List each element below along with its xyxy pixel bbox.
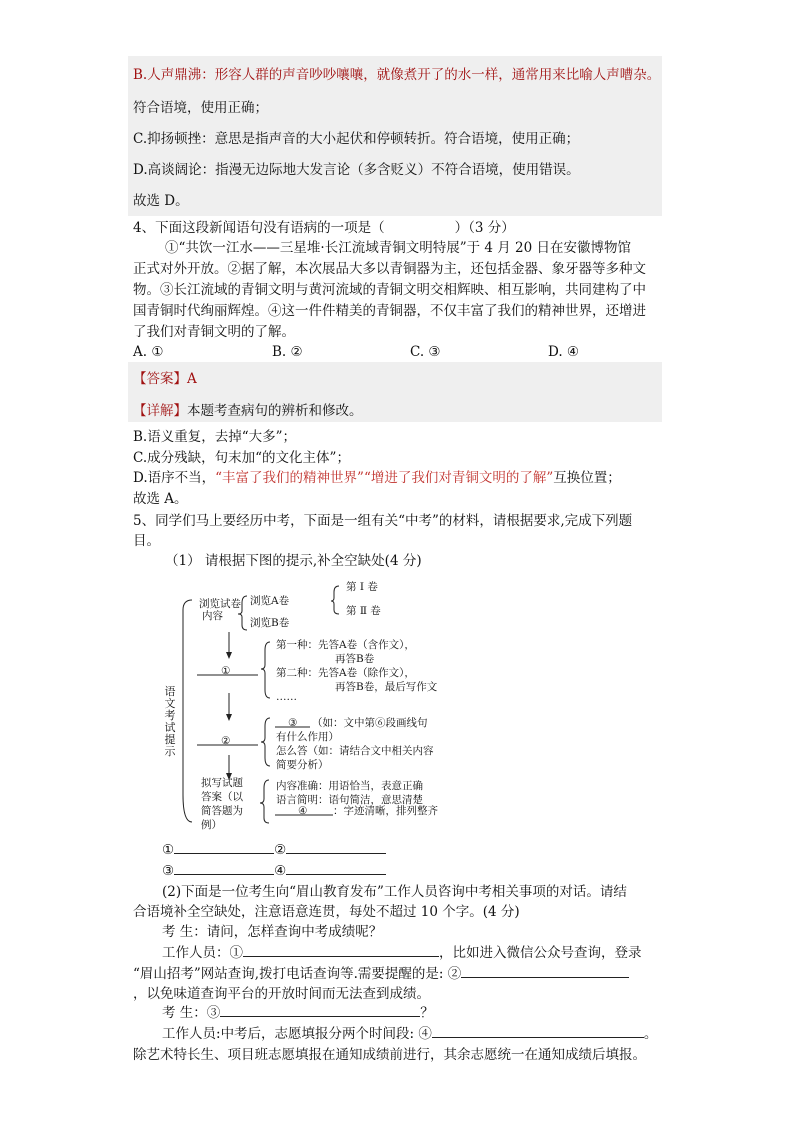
fill-2-label: ② — [274, 842, 287, 858]
node-draft-3: 简答题为 — [201, 805, 243, 817]
fill-1-label: ① — [162, 842, 175, 858]
answer-line-b2: 符合语境，使用正确； — [133, 100, 268, 116]
answer-line-b-text: B.人声鼎沸：形容人群的声音吵吵嚷嚷，就像煮开了的水一样，通常用来比喻人声嘈杂。 — [133, 67, 661, 83]
q5-sub1: （1） 请根据下图的提示,补全空缺处(4 分) — [165, 553, 422, 569]
answer-line-c: C.抑扬顿挫：意思是指声音的大小起伏和停顿转折。符合语境，使用正确； — [133, 131, 580, 147]
dialog-speaker: 考 生： — [162, 924, 207, 940]
way-1b: 再答B卷 — [335, 653, 375, 665]
q4-option-d[interactable]: D. ④ — [548, 344, 580, 360]
q4-option-a[interactable]: A. ① — [133, 344, 164, 360]
diagram-blank-4: ④ — [298, 805, 308, 817]
q4-stem-prefix: 4、下面这段新闻语句没有语病的一项是（ — [133, 220, 385, 236]
answer-conclusion: 故选 D。 — [133, 193, 189, 209]
dialog-line-2 — [162, 944, 642, 962]
q5-sub2-1: (2)下面是一位考生向“眉山教育发布”工作人员咨询中考相关事项的对话。请结 — [162, 884, 627, 900]
way-1a: 第一种：先答A卷（含作文）， — [276, 639, 415, 651]
dialog-speaker: 工作人员: — [162, 1026, 221, 1042]
q5-sub2-2: 合语境补全空缺处，注意语意连贯，每处不超过 10 个字。(4 分) — [133, 904, 520, 920]
diagram-blank-1: ① — [221, 665, 231, 677]
fill-3-blank[interactable] — [174, 862, 274, 875]
fill-2-blank[interactable] — [286, 841, 386, 854]
fill-4-blank[interactable] — [286, 862, 386, 875]
diagram-blank-2: ② — [221, 735, 231, 747]
node-draft-1: 拟写试题 — [201, 777, 243, 789]
dialog-blank-label: ③ — [206, 1005, 221, 1021]
fill-row-1 — [162, 841, 386, 859]
q4-passage-2: 正式对外开放。②据了解，本次展品大多以青铜器为主，还包括金器、象牙器等多种文 — [133, 261, 646, 277]
dialog-line-4: ，以免味道查询平台的开放时间而无法查到成绩。 — [133, 986, 430, 1002]
dialog-line-6 — [162, 1025, 657, 1043]
q4-detail-text: 本题考查病句的辨析和修改。 — [187, 403, 363, 419]
node-browse-a: 浏览A卷 — [250, 595, 290, 607]
dialog-text: 请问，怎样查询中考成绩呢？ — [206, 924, 383, 940]
node-juan-1: 第 Ⅰ 卷 — [346, 581, 378, 593]
node-browse-line2: 内容 — [202, 610, 223, 622]
q4-passage-3: 物。③长江流域的青铜文明与黄河流域的青铜文明交相辉映、相互影响，共同建构了中 — [133, 282, 646, 298]
q4-passage-1: ①“共饮一江水——三星堆·长江流域青铜文明特展”于 4 月 20 日在安徽博物馆 — [165, 240, 632, 256]
fill-1-blank[interactable] — [174, 841, 274, 854]
blank-3-hint-b: 有什么作用） — [276, 731, 339, 743]
dialog-speaker: 考 生： — [162, 1005, 207, 1021]
vtitle-char: 考 — [164, 709, 176, 722]
q4-explain-c: C.成分残缺，句末加“的文化主体”； — [133, 450, 350, 466]
req-3: ：字迹清晰，排列整齐 — [333, 805, 438, 817]
dialog-blank-label: ① — [229, 945, 243, 961]
dialog-line-1 — [162, 923, 382, 941]
fill-4-label: ④ — [274, 863, 287, 879]
q4-explain-b: B.语义重复，去掉“大多”； — [133, 429, 297, 445]
dialog-line-3 — [133, 965, 629, 983]
dialog-line-5 — [162, 1004, 434, 1022]
dialog-blank-4[interactable] — [432, 1025, 644, 1038]
way-2a: 第二种：先答A卷（除作文）， — [276, 667, 415, 679]
vtitle-char: 提 — [164, 733, 176, 746]
how-b: 简要分析） — [276, 759, 329, 771]
q5-stem-1: 5、同学们马上要经历中考，下面是一组有关“中考”的材料，请根据要求,完成下列题 — [133, 513, 633, 529]
q5-stem-2: 目。 — [133, 533, 160, 549]
dialog-text: 中考后，志愿填报分两个时间段: ④ — [220, 1026, 432, 1042]
q4-answer-value: A — [187, 371, 197, 387]
node-browse-line1: 浏览试卷 — [199, 598, 241, 610]
q4-explain-d-red: “丰富了我们的精神世界”“增进了我们对青铜文明的了解” — [215, 470, 554, 486]
dialog-speaker: 工作人员： — [162, 945, 230, 961]
q4-explain-d-prefix: D.语序不当， — [133, 470, 216, 486]
q4-answer-label: 【答案】 — [133, 371, 187, 387]
q4-detail-label: 【详解】 — [133, 403, 187, 419]
dialog-text: “眉山招考”网站查询,拨打电话查询等.需要提醒的是: ② — [133, 966, 462, 982]
dialog-blank-2[interactable] — [461, 965, 629, 978]
dialog-text: 。 — [643, 1026, 658, 1042]
q4-conclusion: 故选 A。 — [133, 491, 188, 507]
q4-option-c[interactable]: C. ③ — [410, 344, 441, 360]
answer-line-d: D.高谈阔论：指漫无边际地大发言论（多含贬义）不符合语境，使用错误。 — [133, 162, 580, 178]
dialog-blank-3[interactable] — [220, 1004, 420, 1017]
q4-stem-suffix: ）（3 分） — [454, 220, 515, 236]
diagram-blank-3: ③ — [288, 717, 298, 729]
node-draft-2: 答案（以 — [201, 791, 243, 803]
q4-explain-d-suffix: 互换位置； — [553, 470, 621, 486]
blank-3-hint: （如：文中第⑥段画线句 — [312, 717, 428, 729]
fill-row-2 — [162, 862, 386, 880]
vtitle-char: 试 — [164, 721, 176, 734]
dialog-blank-1[interactable] — [243, 944, 439, 957]
q4-passage-4: 国青铜时代绚丽辉煌。④这一件件精美的青铜器，不仅丰富了我们的精神世界，还增进 — [133, 303, 646, 319]
fill-3-label: ③ — [162, 863, 175, 879]
way-2b: 再答B卷，最后写作文 — [335, 681, 438, 693]
way-more: …… — [276, 691, 297, 703]
dialog-text: ？ — [420, 1005, 434, 1021]
node-juan-2: 第 Ⅱ 卷 — [346, 605, 381, 617]
req-2: 语言简明：语句简洁，意思清楚 — [276, 794, 423, 806]
node-browse-b: 浏览B卷 — [250, 617, 290, 629]
dialog-text: ，比如进入微信公众号查询，登录 — [439, 945, 642, 961]
node-draft-4: 例） — [201, 819, 222, 831]
vtitle-char: 示 — [164, 745, 176, 758]
q4-passage-5: 了我们对青铜文明的了解。 — [133, 324, 295, 340]
vtitle-char: 语 — [164, 685, 176, 698]
dialog-line-7: 除艺术特长生、项目班志愿填报在通知成绩前进行，其余志愿统一在通知成绩后填报。 — [133, 1047, 646, 1063]
q4-option-b[interactable]: B. ② — [272, 344, 303, 360]
vtitle-char: 文 — [164, 697, 176, 710]
req-1: 内容准确：用语恰当，表意正确 — [276, 780, 423, 792]
how-a: 怎么答（如：请结合文中相关内容 — [276, 745, 434, 757]
